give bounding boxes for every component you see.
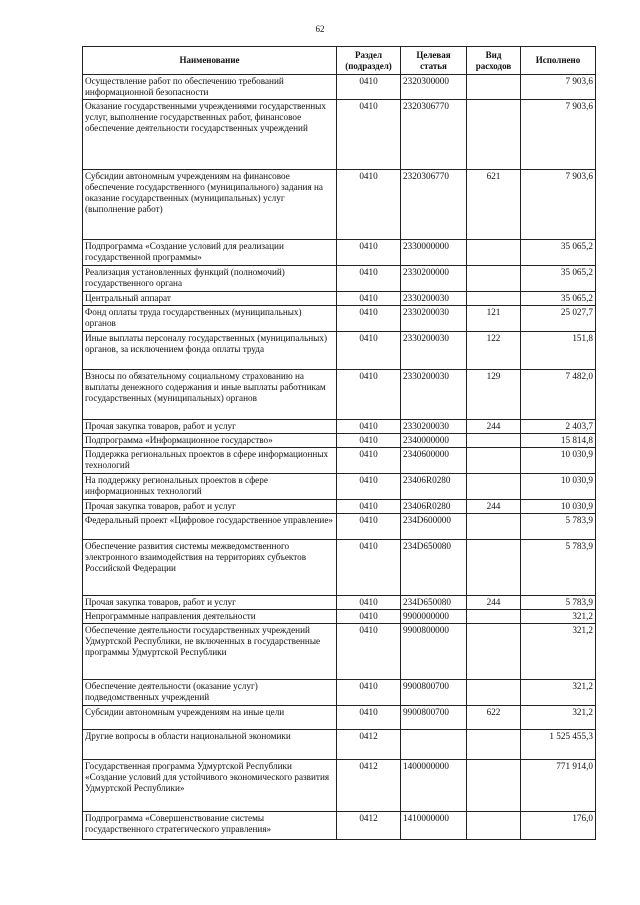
table-row [83, 760, 596, 812]
cell-target: 2330000000 [401, 240, 467, 266]
header-type: Вид расходов [467, 47, 521, 75]
cell-type [467, 240, 521, 266]
cell-target: 1410000000 [401, 812, 467, 840]
cell-section: 0412 [337, 760, 401, 812]
cell-section: 0410 [337, 420, 401, 434]
cell-target: 234D600000 [401, 514, 467, 540]
cell-target: 9900800000 [401, 624, 467, 680]
table-row [83, 596, 596, 610]
header-target: Целевая статья [401, 47, 467, 75]
cell-target: 2340600000 [401, 448, 467, 474]
table-row [83, 730, 596, 760]
table-row [83, 448, 596, 474]
cell-done: 25 027,7 [521, 306, 596, 332]
cell-section: 0410 [337, 680, 401, 706]
cell-done: 10 030,9 [521, 500, 596, 514]
header-done: Исполнено [521, 47, 596, 75]
cell-done: 5 783,9 [521, 596, 596, 610]
table-row [83, 540, 596, 596]
cell-done: 35 065,2 [521, 266, 596, 292]
cell-done: 321,2 [521, 680, 596, 706]
cell-type [467, 474, 521, 500]
cell-done: 7 903,6 [521, 100, 596, 170]
cell-section: 0410 [337, 514, 401, 540]
table-row [83, 100, 596, 170]
cell-done: 10 030,9 [521, 448, 596, 474]
cell-type [467, 100, 521, 170]
cell-section: 0410 [337, 292, 401, 306]
table-header-row [83, 47, 596, 75]
table-row [83, 624, 596, 680]
cell-type: 622 [467, 706, 521, 730]
cell-name: Подпрограмма «Создание условий для реализации государственной программы» [83, 240, 337, 266]
cell-done: 7 903,6 [521, 75, 596, 100]
table-row [83, 420, 596, 434]
table-row [83, 332, 596, 370]
cell-type [467, 292, 521, 306]
table-row [83, 474, 596, 500]
cell-type: 122 [467, 332, 521, 370]
cell-done: 5 783,9 [521, 514, 596, 540]
cell-target: 2320306770 [401, 100, 467, 170]
cell-done: 2 403,7 [521, 420, 596, 434]
cell-type [467, 434, 521, 448]
cell-section: 0410 [337, 610, 401, 624]
cell-done: 321,2 [521, 706, 596, 730]
cell-target: 9900800700 [401, 680, 467, 706]
cell-section: 0410 [337, 448, 401, 474]
cell-section: 0410 [337, 624, 401, 680]
cell-name: Прочая закупка товаров, работ и услуг [83, 420, 337, 434]
cell-section: 0412 [337, 812, 401, 840]
cell-name: Осуществление работ по обеспечению требований информационной безопасности [83, 75, 337, 100]
cell-type [467, 266, 521, 292]
cell-done: 1 525 455,3 [521, 730, 596, 760]
cell-type: 121 [467, 306, 521, 332]
cell-target: 2330200030 [401, 292, 467, 306]
cell-done: 5 783,9 [521, 540, 596, 596]
cell-done: 7 903,6 [521, 170, 596, 240]
cell-name: Фонд оплаты труда государственных (муниципальных) органов [83, 306, 337, 332]
cell-done: 176,0 [521, 812, 596, 840]
cell-type [467, 730, 521, 760]
cell-target: 234D650080 [401, 540, 467, 596]
cell-type [467, 610, 521, 624]
cell-name: На поддержку региональных проектов в сфере информационных технологий [83, 474, 337, 500]
cell-section: 0410 [337, 100, 401, 170]
cell-done: 771 914,0 [521, 760, 596, 812]
cell-done: 15 814,8 [521, 434, 596, 448]
table-row [83, 240, 596, 266]
cell-type: 244 [467, 420, 521, 434]
cell-type [467, 448, 521, 474]
page-number: 62 [315, 24, 325, 34]
cell-target: 2340000000 [401, 434, 467, 448]
cell-type: 129 [467, 370, 521, 420]
cell-name: Поддержка региональных проектов в сфере информационных технологий [83, 448, 337, 474]
cell-target: 9900800700 [401, 706, 467, 730]
cell-section: 0410 [337, 434, 401, 448]
cell-target: 1400000000 [401, 760, 467, 812]
cell-section: 0410 [337, 706, 401, 730]
cell-name: Центральный аппарат [83, 292, 337, 306]
cell-type [467, 812, 521, 840]
cell-type: 244 [467, 596, 521, 610]
budget-execution-table [82, 46, 596, 840]
cell-done: 321,2 [521, 624, 596, 680]
cell-type [467, 760, 521, 812]
cell-section: 0412 [337, 730, 401, 760]
cell-target: 2330200030 [401, 370, 467, 420]
cell-name: Реализация установленных функций (полномочий) государственного органа [83, 266, 337, 292]
cell-section: 0410 [337, 474, 401, 500]
cell-target: 2330200030 [401, 306, 467, 332]
table-row [83, 434, 596, 448]
cell-name: Субсидии автономным учреждениям на иные цели [83, 706, 337, 730]
cell-target: 2330200030 [401, 332, 467, 370]
cell-name: Иные выплаты персоналу государственных (муниципальных) органов, за исключением фонда оплаты труда [83, 332, 337, 370]
table-row [83, 266, 596, 292]
cell-target: 234D650080 [401, 596, 467, 610]
cell-name: Федеральный проект «Цифровое государственное управление» [83, 514, 337, 540]
cell-done: 151,8 [521, 332, 596, 370]
cell-section: 0410 [337, 75, 401, 100]
cell-done: 35 065,2 [521, 240, 596, 266]
cell-name: Обеспечение развития системы межведомственного электронного взаимодействия на территориях субъектов Российской Федерации [83, 540, 337, 596]
cell-done: 321,2 [521, 610, 596, 624]
cell-type [467, 624, 521, 680]
table-row [83, 812, 596, 840]
cell-section: 0410 [337, 596, 401, 610]
cell-target: 2330200000 [401, 266, 467, 292]
cell-type: 621 [467, 170, 521, 240]
cell-section: 0410 [337, 240, 401, 266]
table-body [83, 75, 596, 840]
cell-target [401, 730, 467, 760]
header-name: Наименование [83, 47, 337, 75]
table-row [83, 170, 596, 240]
cell-name: Обеспечение деятельности (оказание услуг) подведомственных учреждений [83, 680, 337, 706]
table-row [83, 500, 596, 514]
cell-name: Прочая закупка товаров, работ и услуг [83, 500, 337, 514]
cell-name: Государственная программа Удмуртской Республики «Создание условий для устойчивого экономического развития Удмуртской Республики» [83, 760, 337, 812]
table-row [83, 514, 596, 540]
cell-type [467, 75, 521, 100]
cell-name: Подпрограмма «Совершенствование системы государственного стратегического управления» [83, 812, 337, 840]
cell-name: Субсидии автономным учреждениям на финансовое обеспечение государственного (муниципального) задания на оказание государственных (муниципальных) услуг (выполнение работ) [83, 170, 337, 240]
cell-section: 0410 [337, 370, 401, 420]
cell-section: 0410 [337, 170, 401, 240]
cell-type [467, 540, 521, 596]
cell-section: 0410 [337, 266, 401, 292]
cell-done: 35 065,2 [521, 292, 596, 306]
cell-name: Взносы по обязательному социальному страхованию на выплаты денежного содержания и иные выплаты работникам государственных (муниципальных) органов [83, 370, 337, 420]
cell-type [467, 680, 521, 706]
cell-section: 0410 [337, 540, 401, 596]
table-row [83, 680, 596, 706]
cell-type [467, 514, 521, 540]
cell-type: 244 [467, 500, 521, 514]
table-row [83, 306, 596, 332]
cell-name: Оказание государственными учреждениями государственных услуг, выполнение государственных работ, финансовое обеспечение деятельности государственных учреждений [83, 100, 337, 170]
cell-name: Прочая закупка товаров, работ и услуг [83, 596, 337, 610]
cell-done: 7 482,0 [521, 370, 596, 420]
cell-target: 2330200030 [401, 420, 467, 434]
table-row [83, 370, 596, 420]
table-row [83, 610, 596, 624]
cell-name: Непрограммные направления деятельности [83, 610, 337, 624]
cell-name: Подпрограмма «Информационное государство» [83, 434, 337, 448]
table-row [83, 706, 596, 730]
cell-target: 9900000000 [401, 610, 467, 624]
cell-name: Другие вопросы в области национальной экономики [83, 730, 337, 760]
header-section: Раздел (подраздел) [337, 47, 401, 75]
cell-target: 23406R0280 [401, 500, 467, 514]
cell-target: 23406R0280 [401, 474, 467, 500]
cell-section: 0410 [337, 332, 401, 370]
cell-section: 0410 [337, 306, 401, 332]
cell-target: 2320300000 [401, 75, 467, 100]
cell-done: 10 030,9 [521, 474, 596, 500]
table-row [83, 75, 596, 100]
cell-name: Обеспечение деятельности государственных учреждений Удмуртской Республики, не включенных в государственные программы Удмуртской Республики [83, 624, 337, 680]
table-row [83, 292, 596, 306]
cell-target: 2320306770 [401, 170, 467, 240]
cell-section: 0410 [337, 500, 401, 514]
